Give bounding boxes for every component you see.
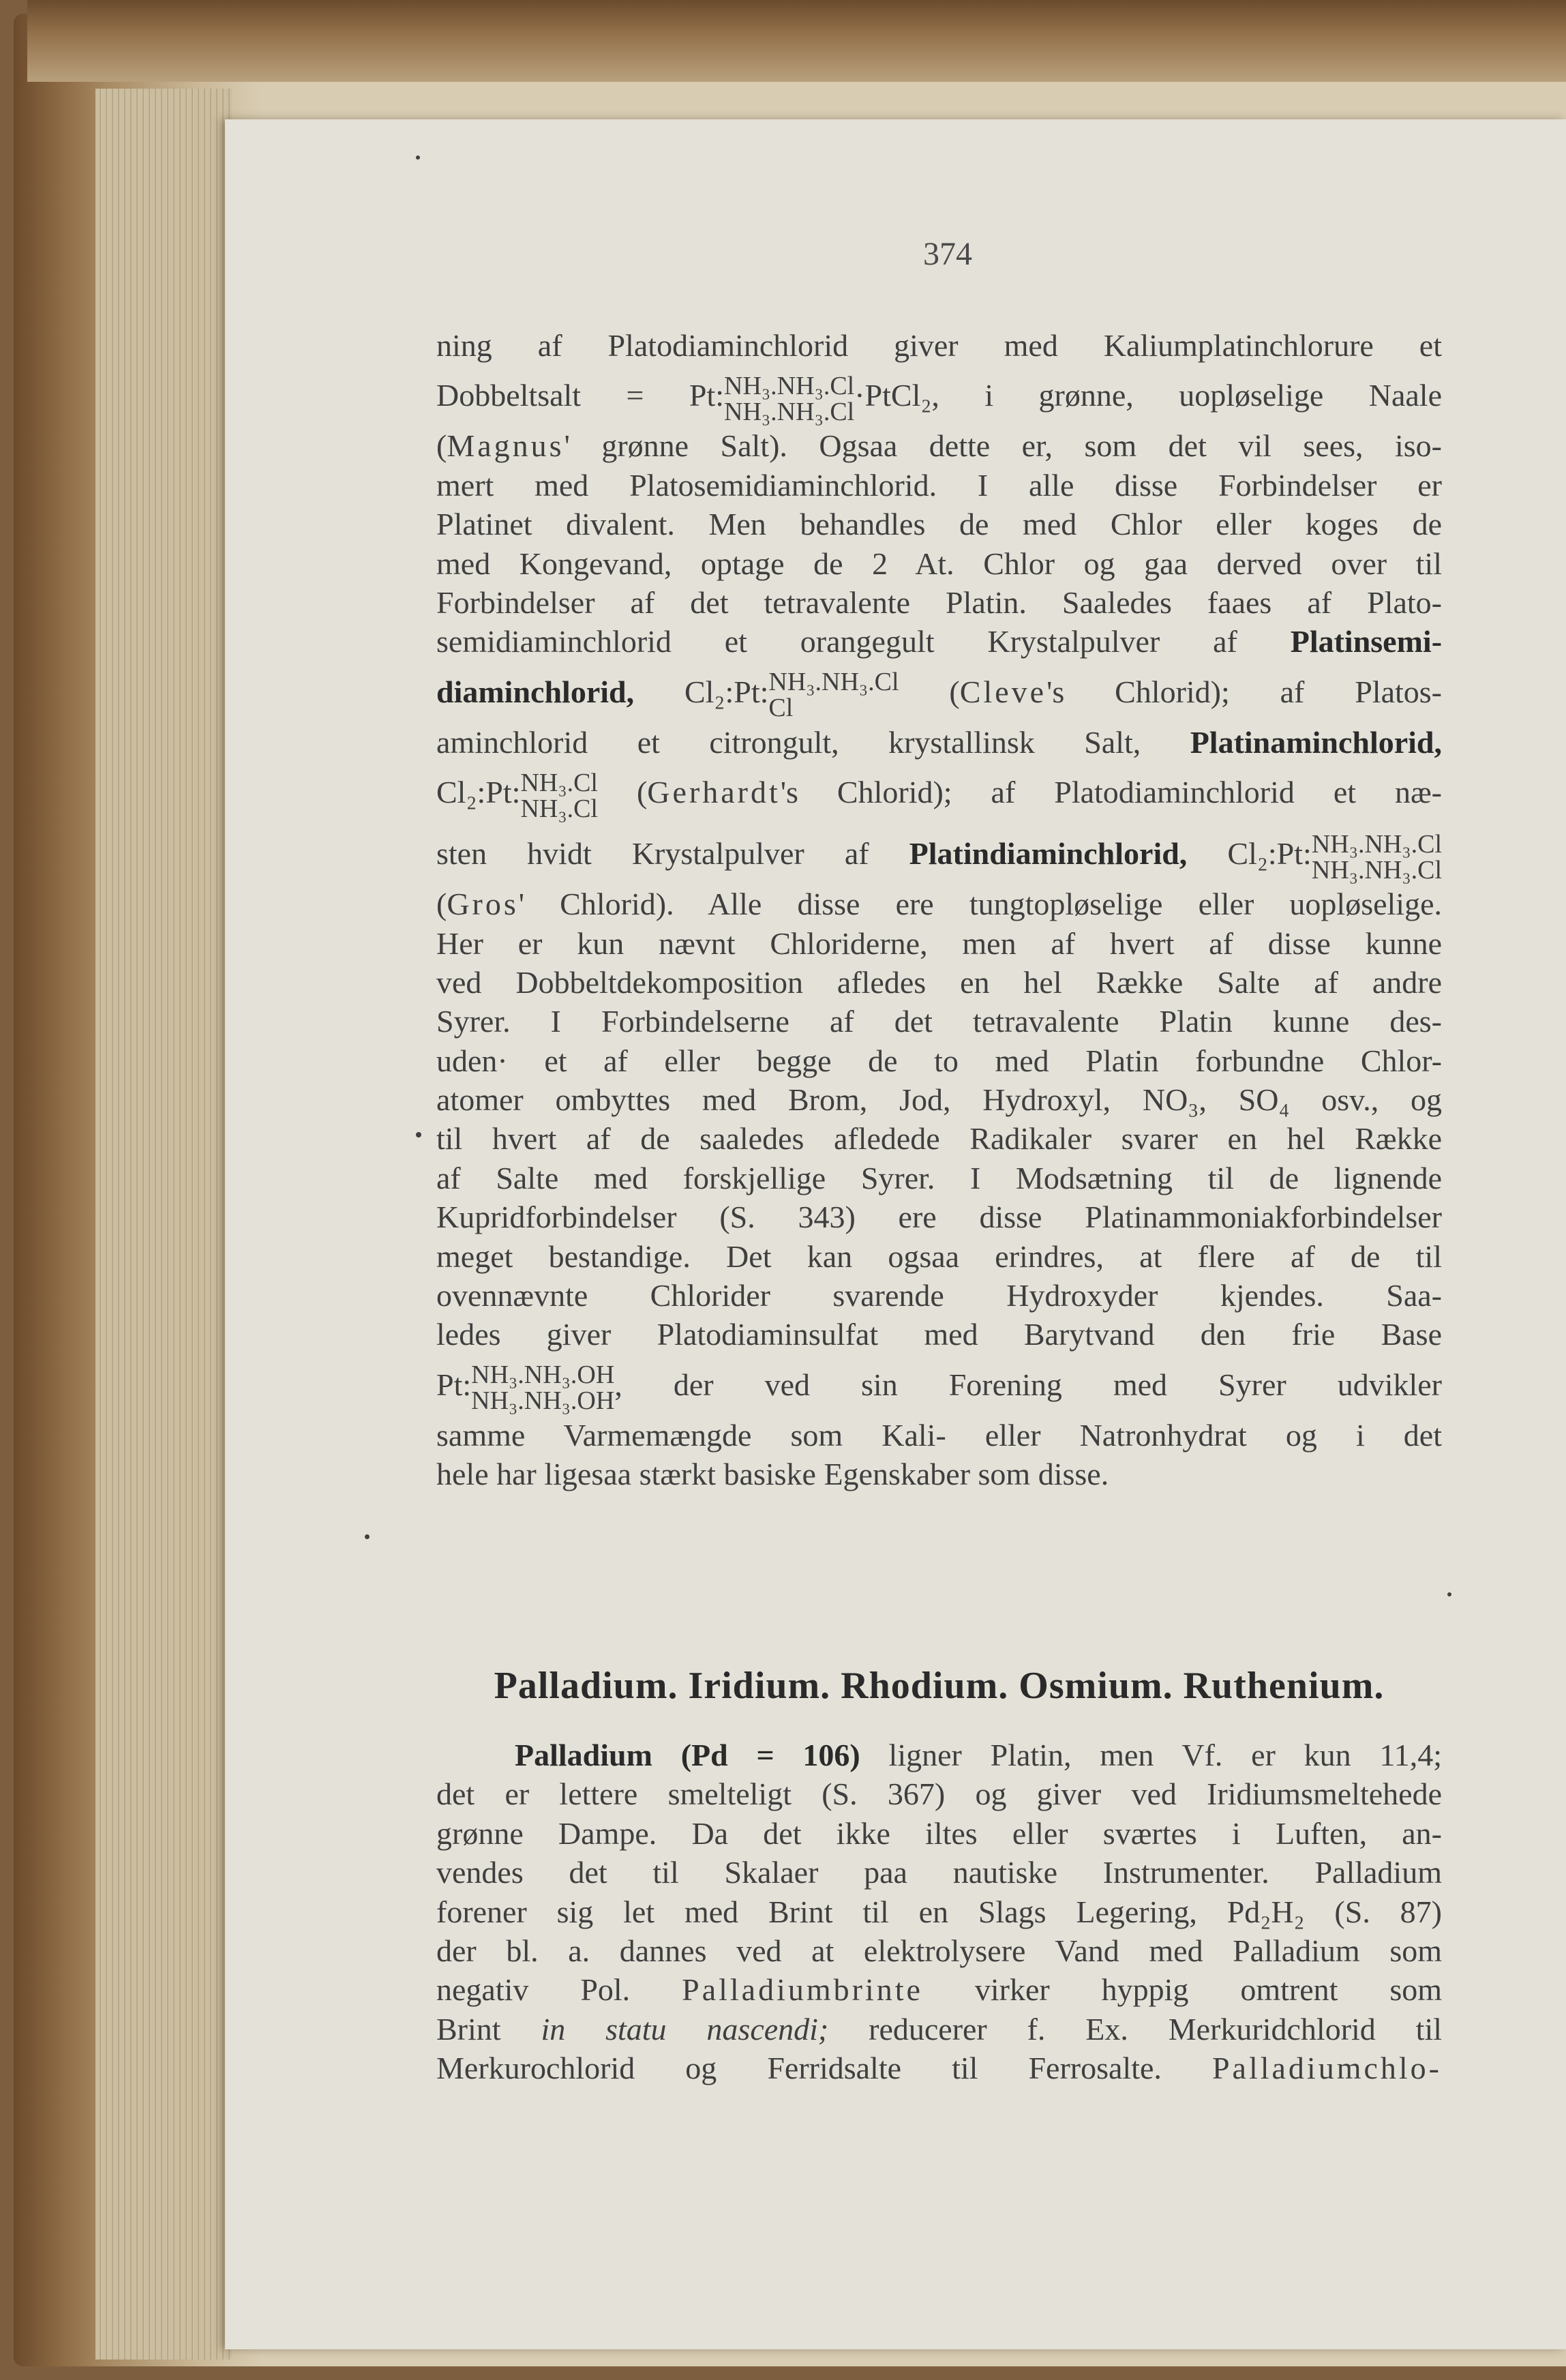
text-line: mert med Platosemidiaminchlorid. I alle disse Forbindelser er <box>436 467 1442 503</box>
text-line <box>436 2049 1442 2087</box>
formula-fraction <box>520 770 598 822</box>
formula-prefix: Cl₂:Pt: <box>1227 836 1312 872</box>
text-line: med Kongevand, optage de 2 At. Chlor og gaa derved over til <box>436 546 1442 581</box>
text-line: Kupridforbindelser (S. 343) ere disse Platinammoniakforbindelser <box>436 1200 1442 1235</box>
formula-fraction <box>724 373 854 425</box>
text-line: hele har ligesaa stærkt basiske Egenskaber som disse. <box>436 1457 1109 1492</box>
latin-phrase: in statu nascendi; <box>541 2011 829 2047</box>
text-run: ' Chlorid). Alle disse ere tungtopløselige eller uopløselige. <box>518 887 1442 922</box>
compound-name: diaminchlorid, <box>436 674 635 709</box>
formula-fraction <box>1312 831 1442 883</box>
text-line <box>436 1970 1442 2009</box>
text-line <box>436 2010 1442 2049</box>
text-line: atomer ombyttes med Brom, Jod, Hydroxyl, NO₃, SO₄ osv., og <box>436 1082 1442 1118</box>
text-line: der bl. a. dannes ved at elektrolysere Vand med Palladium som <box>436 1933 1442 1968</box>
text-run: Merkurochlorid og Ferridsalte til Ferrosalte. <box>436 2051 1162 2086</box>
text-line: Forbindelser af det tetravalente Platin. Saaledes faaes af Plato- <box>436 584 1442 620</box>
text-line: meget bestandige. Det kan ogsaa erindres, at flere af de til <box>436 1238 1442 1274</box>
fraction-denominator: NH₃.Cl <box>520 794 598 823</box>
text-line-formula: diaminchlorid, Cl₂:Pt: NH₃.NH₃.Cl Cl (Cleve's Chlorid); af Platos- <box>436 668 1442 723</box>
compound-name: Platinsemi- <box>1290 624 1443 659</box>
paragraph-platinum-compounds <box>436 326 1442 1494</box>
paragraph-palladium <box>436 1736 1442 2088</box>
person-name: Cleve <box>959 674 1047 709</box>
person-name: Gerhardt <box>647 775 781 810</box>
text-line <box>436 723 1442 762</box>
text-line: af Salte med forskjellige Syrer. I Modsætning til de lignende <box>436 1160 1442 1195</box>
element-name: Palladium (Pd = 106) <box>515 1738 860 1772</box>
text-line: uden· et af eller begge de to med Platin forbundne Chlor- <box>436 1043 1442 1078</box>
text-line: ovennævnte Chlorider svarende Hydroxyder kjendes. Saa- <box>436 1278 1442 1313</box>
page-number: 374 <box>923 236 972 272</box>
ink-speck <box>1447 1592 1451 1596</box>
text-line: forener sig let med Brint til en Slags Legering, Pd₂H₂ (S. 87) <box>436 1894 1442 1929</box>
page-edges <box>95 89 232 2360</box>
fraction-numerator: NH₃.NH₃.Cl <box>768 668 899 697</box>
text-line: til hvert af de saaledes afledede Radikaler svarer en hel Række <box>436 1121 1442 1157</box>
text-run: 's Chlorid); af Platos- <box>1046 674 1442 709</box>
text-run: Brint <box>436 2011 501 2047</box>
text-line: det er lettere smelteligt (S. 367) og giver ved Iridiumsmeltehede <box>436 1776 1442 1812</box>
text-run: aminchlorid et citrongult, krystallinsk Salt, <box>436 724 1141 760</box>
text-run: , der ved sin Forening med Syrer udvikler <box>614 1367 1442 1402</box>
text-run: negativ Pol. <box>436 1972 631 2008</box>
text-line: Platinet divalent. Men behandles de med Chlor eller koges de <box>436 507 1442 542</box>
text-line-formula <box>436 1354 1442 1416</box>
text-line-formula <box>436 823 1442 884</box>
ink-speck <box>365 1534 370 1539</box>
text-line: ved Dobbeltdekomposition afledes en hel Række Salte af andre <box>436 964 1442 1000</box>
ink-speck <box>416 155 420 160</box>
text-run: ligner Platin, men Vf. er kun 11,4; <box>888 1738 1442 1772</box>
text-line: ning af Platodiaminchlorid giver med Kaliumplatinchlorure et <box>436 328 1442 363</box>
ink-speck <box>416 1132 421 1137</box>
book-top-edge <box>27 0 1566 82</box>
formula-prefix: Dobbeltsalt = Pt: <box>436 378 725 413</box>
text-line-formula <box>436 365 1442 426</box>
text-run: sten hvidt Krystalpulver af <box>436 836 869 872</box>
formula-fraction <box>471 1362 614 1414</box>
text-run: 's Chlorid); af Platodiaminchlorid et næ- <box>780 775 1442 810</box>
formula-prefix: Cl₂:Pt: <box>436 775 521 810</box>
text-line: vendes det til Skalaer paa nautiske Instrumenter. Palladium <box>436 1855 1442 1890</box>
text-line: (Gros' Chlorid). Alle disse ere tungtopløselige eller uopløselige. <box>436 887 1442 922</box>
compound-name: Platinaminchlorid, <box>1190 724 1443 760</box>
formula-prefix: Cl₂:Pt: <box>684 674 769 709</box>
text-line: ledes giver Platodiaminsulfat med Barytvand den frie Base <box>436 1317 1442 1352</box>
text-line <box>436 622 1442 661</box>
text-line <box>436 1736 1442 1774</box>
compound-name: Platindiaminchlorid, <box>909 836 1188 872</box>
text-run: virker hyppig omtrent som <box>974 1972 1443 2008</box>
text-line: (Magnus' grønne Salt). Ogsaa dette er, som det vil sees, iso- <box>436 428 1442 464</box>
fraction-numerator: NH₃.NH₃.Cl <box>1311 829 1442 859</box>
section-heading: Palladium. Iridium. Rhodium. Osmium. Ruthenium. <box>494 1665 1385 1707</box>
text-line: grønne Dampe. Da det ikke iltes eller sværtes i Luften, an- <box>436 1815 1442 1851</box>
fraction-numerator: NH₃.NH₃.Cl <box>724 371 855 400</box>
emphasized-term: Palladiumchlo- <box>1211 2051 1442 2086</box>
text-run: reducerer f. Ex. Merkuridchlorid til <box>869 2011 1443 2047</box>
fraction-denominator: NH₃.NH₃.OH <box>471 1386 615 1416</box>
text-run: ' grønne Salt). Ogsaa dette er, som det vil sees, iso- <box>564 428 1442 464</box>
text-run: ·PtCl₂, i grønne, uopløselige Naale <box>854 378 1442 413</box>
fraction-numerator: NH₃.NH₃.OH <box>471 1360 615 1390</box>
text-line-formula: Cl₂:Pt: NH₃.Cl NH₃.Cl (Gerhardt's Chlorid); af Platodiaminchlorid et næ- <box>436 768 1442 823</box>
person-name: Gros <box>447 887 519 922</box>
formula-fraction <box>768 669 899 721</box>
formula-prefix: Pt: <box>436 1367 472 1402</box>
fraction-denominator: NH₃.NH₃.Cl <box>724 397 855 426</box>
text-line: Her er kun nævnt Chloriderne, men af hvert af disse kunne <box>436 925 1442 961</box>
fraction-denominator: Cl <box>768 694 794 723</box>
text-run: semidiaminchlorid et orangegult Krystalpulver af <box>436 624 1237 659</box>
person-name: Magnus <box>447 428 564 464</box>
text-line: samme Varmemængde som Kali- eller Natronhydrat og i det <box>436 1417 1442 1453</box>
fraction-numerator: NH₃.Cl <box>520 768 598 797</box>
emphasized-term: Palladiumbrinte <box>682 1972 923 2008</box>
fraction-denominator: NH₃.NH₃.Cl <box>1311 855 1442 884</box>
text-line: Syrer. I Forbindelserne af det tetravalente Platin kunne des- <box>436 1004 1442 1039</box>
